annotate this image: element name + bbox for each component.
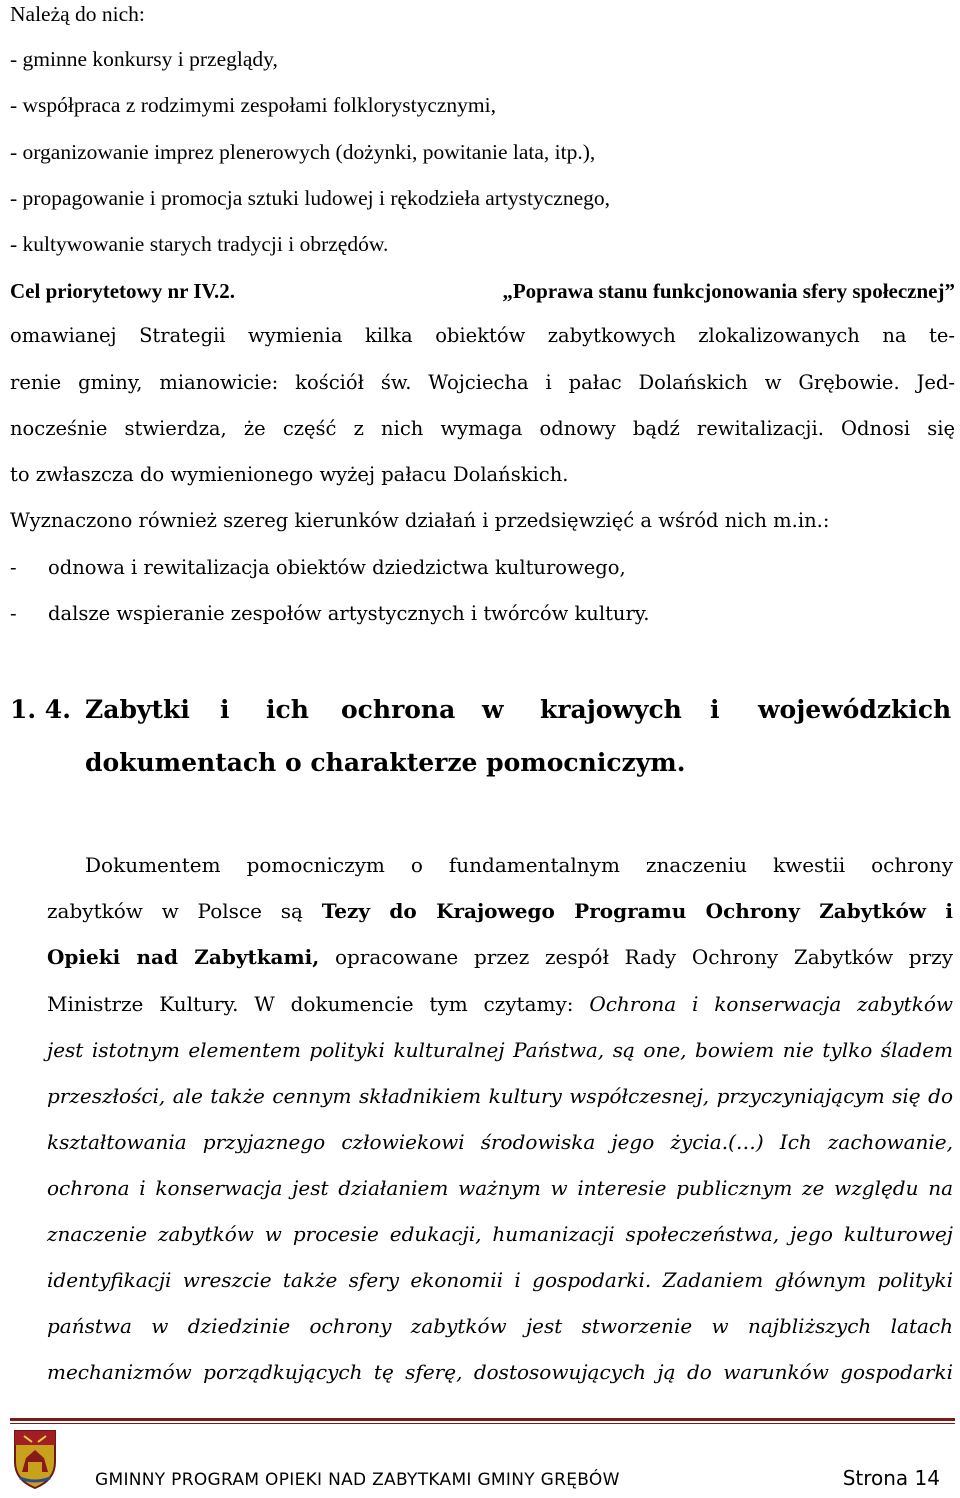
bullet-item: odnowa i rewitalizacja obiektów dziedzictwa kulturowego, xyxy=(48,556,626,579)
bold-title: Opieki nad Zabytkami, xyxy=(47,945,320,969)
section-number: 1. 4. xyxy=(10,695,71,724)
paragraph-line: Opieki nad Zabytkami, opracowane przez zespół Rady Ochrony Zabytków przy xyxy=(47,945,953,969)
heading-word: krajowych xyxy=(540,695,682,724)
heading-word: ochrona xyxy=(341,695,456,724)
paragraph-line: Wyznaczono również szereg kierunków działań i przedsięwzięć a wśród nich m.in.: xyxy=(10,509,830,532)
paragraph-line: Ministrze Kultury. W dokumencie tym czytamy: Ochrona i konserwacja zabytków xyxy=(47,992,953,1016)
list-item: - organizowanie imprez plenerowych (dożynki, powitanie lata, itp.), xyxy=(10,140,596,164)
quote-line: mechanizmów porządkujących tę sferę, dostosowujących ją do warunków gospodarki xyxy=(47,1360,953,1384)
quote-line: kształtowania przyjaznego człowiekowi środowiska jego życia.(…) Ich zachowanie, xyxy=(47,1130,953,1154)
quote-line: znaczenie zabytków w procesie edukacji, humanizacji społeczeństwa, jego kulturowej xyxy=(47,1222,953,1246)
paragraph-line: renie gminy, mianowicie: kościół św. Wojciecha i pałac Dolańskich w Grębowie. Jed- xyxy=(10,371,955,394)
heading-word: w xyxy=(482,695,504,724)
bullet-dash: - xyxy=(10,602,17,625)
list-item: - propagowanie i promocja sztuki ludowej i rękodzieła artystycznego, xyxy=(10,186,611,210)
heading-word: i xyxy=(220,695,230,724)
section-title-line2: dokumentach o charakterze pomocniczym. xyxy=(85,748,686,777)
bullet-item: dalsze wspieranie zespołów artystycznych i twórców kultury. xyxy=(48,602,650,625)
heading-word: wojewódzkich xyxy=(758,695,952,724)
bold-title: Tezy do Krajowego Programu Ochrony Zabytków i xyxy=(321,899,954,923)
paragraph-line: Dokumentem pomocniczym o fundamentalnym znaczeniu kwestii ochrony xyxy=(85,853,953,877)
municipal-coat-of-arms-icon xyxy=(12,1428,58,1490)
bullet-dash: - xyxy=(10,556,17,579)
body-paragraph xyxy=(47,0,953,1400)
paragraph-line: omawianej Strategii wymienia kilka obiektów zabytkowych zlokalizowanych na te- xyxy=(10,324,955,347)
intro-heading: Należą do nich: xyxy=(10,2,145,26)
quote-line: państwa w dziedzinie ochrony zabytków jest stworzenie w najbliższych latach xyxy=(47,1314,953,1338)
heading-word: ich xyxy=(266,695,309,724)
footer-title: GMINNY PROGRAM OPIEKI NAD ZABYTKAMI GMINY GRĘBÓW xyxy=(95,1470,620,1490)
footer-rule-thin xyxy=(10,1423,955,1424)
paragraph-line: nocześnie stwierdza, że część z nich wymaga odnowy bądź rewitalizacji. Odnosi się xyxy=(10,417,955,440)
quote-line: jest istotnym elementem polityki kulturalnej Państwa, są one, bowiem nie tylko śladem xyxy=(47,1038,953,1062)
list-item: - współpraca z rodzimymi zespołami folklorystycznymi, xyxy=(10,93,497,117)
priority-title: „Poprawa stanu funkcjonowania sfery społecznej” xyxy=(502,279,955,303)
footer-rule xyxy=(10,1418,955,1421)
quote-line: ochrona i konserwacja jest działaniem ważnym w interesie publicznym ze względu na xyxy=(47,1176,953,1200)
paragraph-line: zabytków w Polsce są Tezy do Krajowego Programu Ochrony Zabytków i xyxy=(47,899,954,923)
quote-line: identyfikacji wreszcie także sfery ekonomii i gospodarki. Zadaniem głównym polityki xyxy=(47,1268,953,1292)
list-item: - gminne konkursy i przeglądy, xyxy=(10,47,278,71)
heading-word: i xyxy=(710,695,720,724)
paragraph-line: to zwłaszcza do wymienionego wyżej pałacu Dolańskich. xyxy=(10,463,569,486)
page-number: Strona 14 xyxy=(842,1466,940,1490)
heading-word: Zabytki xyxy=(85,695,190,724)
quote-text: Ochrona i konserwacja zabytków xyxy=(589,992,953,1016)
priority-label: Cel priorytetowy nr IV.2. xyxy=(10,279,235,303)
list-item: - kultywowanie starych tradycji i obrzędów. xyxy=(10,232,389,256)
quote-line: przeszłości, ale także cennym składnikiem kultury współczesnej, przyczyniającym się do xyxy=(47,1084,953,1108)
